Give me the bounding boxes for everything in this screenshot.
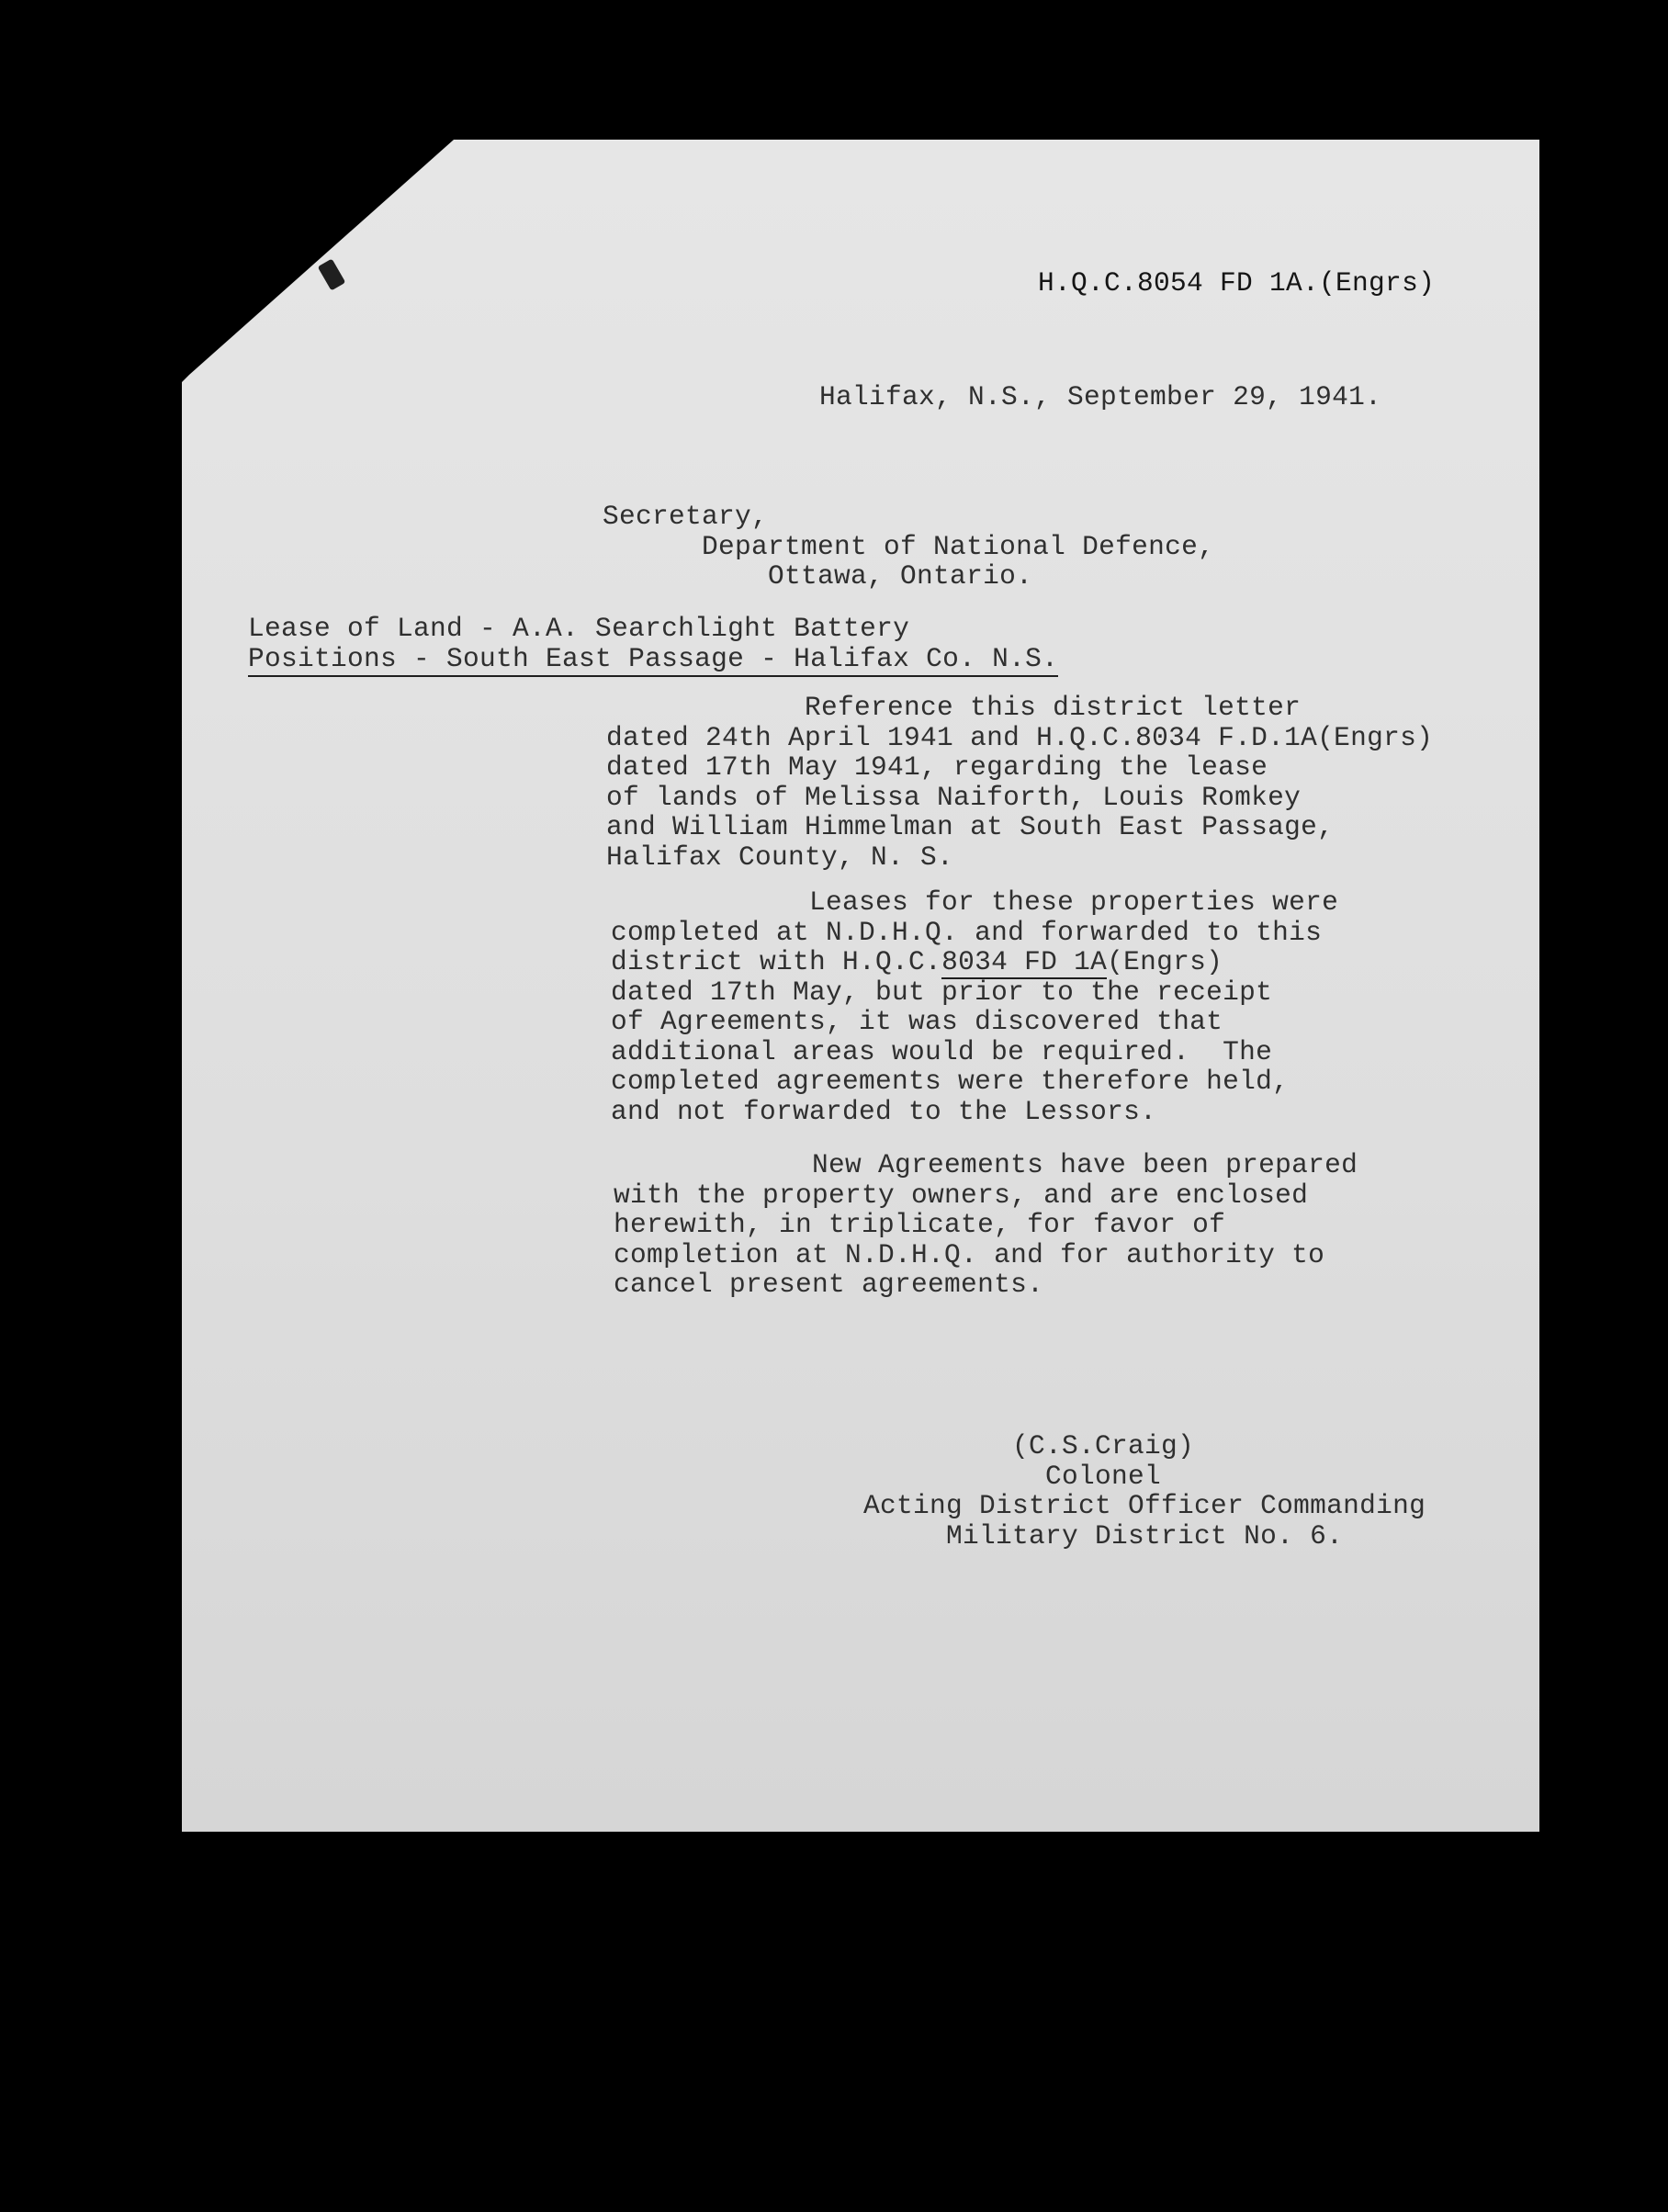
body-line: of lands of Melissa Naiforth, Louis Romkey [606, 781, 1302, 813]
signature-line: Colonel [863, 1460, 1162, 1492]
addressee-line: Secretary, [603, 501, 769, 532]
signature-line: (C.S.Craig) [863, 1430, 1195, 1462]
subject-line-underlined: Positions - South East Passage - Halifax Co. N.S. [248, 643, 1058, 677]
body-line: dated 17th May, but prior to the receipt [611, 976, 1273, 1008]
body-line: cancel present agreements. [614, 1269, 1044, 1300]
body-line: dated 24th April 1941 and H.Q.C.8034 F.D.1A(Engrs) [606, 721, 1434, 753]
file-reference: H.Q.C.8054 FD 1A.(Engrs) [1038, 267, 1436, 299]
body-line: dated 17th May 1941, regarding the lease [606, 751, 1268, 783]
letter-date: Halifax, N.S., September 29, 1941. [819, 381, 1382, 412]
subject-line: Lease of Land - A.A. Searchlight Battery [248, 613, 910, 644]
body-line: with the property owners, and are enclosed [614, 1179, 1309, 1211]
body-line: Reference this district letter [606, 692, 1302, 723]
body-line: completed agreements were therefore held, [611, 1066, 1290, 1097]
body-line: completion at N.D.H.Q. and for authority to [614, 1238, 1325, 1270]
body-text: district with H.Q.C. [611, 946, 942, 977]
subject-block [248, 614, 1058, 673]
addressee-line: Department of National Defence, [603, 530, 1215, 562]
body-line: Halifax County, N. S. [606, 841, 954, 873]
addressee-line: Ottawa, Ontario. [603, 560, 1033, 592]
underlined-file-ref: 8034 FD 1A [941, 946, 1108, 977]
signature-line: Military District No. 6. [863, 1519, 1344, 1552]
paragraph-leases [611, 887, 1338, 1126]
addressee-block [603, 502, 1214, 592]
body-line: and William Himmelman at South East Passage, [606, 811, 1335, 842]
body-line: and not forwarded to the Lessors. [611, 1095, 1157, 1127]
body-line [611, 947, 1338, 977]
signature-line: Acting District Officer Commanding [863, 1490, 1426, 1521]
body-line: completed at N.D.H.Q. and forwarded to this [611, 916, 1323, 948]
body-line: of Agreements, it was discovered that [611, 1006, 1223, 1037]
body-line: additional areas would be required. The [611, 1035, 1273, 1067]
body-line: Leases for these properties were [611, 886, 1339, 918]
body-line: New Agreements have been prepared [614, 1149, 1358, 1180]
body-text: (Engrs) [1107, 946, 1223, 977]
signature-block [863, 1431, 1426, 1551]
paragraph-reference [606, 693, 1433, 872]
paragraph-new-agreements [614, 1150, 1358, 1300]
body-line: herewith, in triplicate, for favor of [614, 1209, 1226, 1240]
